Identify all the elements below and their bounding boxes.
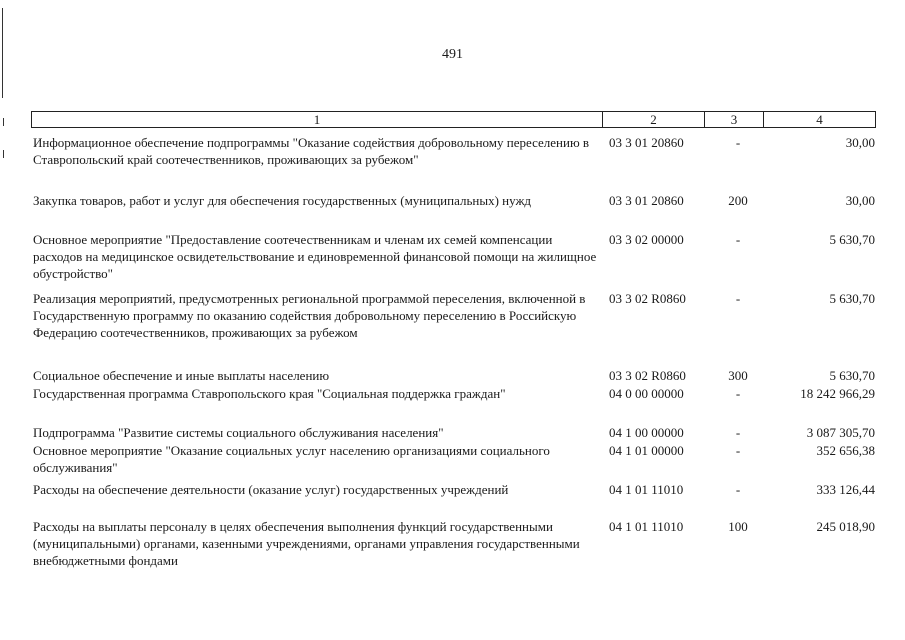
row-sum: 30,00	[845, 193, 875, 208]
row-type: -	[735, 232, 741, 247]
scan-edge-tick	[3, 118, 4, 126]
row-name: Закупка товаров, работ и услуг для обеспечения государственных (муниципальных) нужд	[33, 193, 532, 208]
row-type: -	[735, 386, 741, 401]
header-col-2: 2	[603, 112, 705, 127]
row-code: 03 3 01 20860	[609, 193, 684, 208]
scan-edge-tick	[3, 150, 4, 158]
row-name: Социальное обеспечение и иные выплаты населению	[33, 368, 330, 383]
row-sum: 5 630,70	[829, 232, 875, 247]
row-name: Информационное обеспечение подпрограммы "Оказание содействия добровольному переселению в Ставропольский край соотечественников, проживающих за рубежом"	[33, 135, 590, 167]
row-type: -	[735, 482, 741, 497]
row-code: 04 1 01 00000	[609, 443, 684, 458]
page-number: 491	[442, 47, 463, 62]
row-sum: 333 126,44	[816, 482, 875, 497]
row-sum: 30,00	[845, 135, 875, 150]
header-col-3: 3	[705, 112, 764, 127]
row-code: 04 0 00 00000	[609, 386, 684, 401]
row-code: 03 3 02 R0860	[609, 368, 686, 383]
header-col-4: 4	[816, 112, 823, 127]
row-code: 04 1 01 11010	[609, 519, 684, 534]
row-type: 200	[728, 193, 748, 208]
row-sum: 3 087 305,70	[806, 425, 875, 440]
row-sum: 5 630,70	[829, 368, 875, 383]
row-code: 03 3 02 00000	[609, 232, 684, 247]
row-code: 04 1 01 11010	[609, 482, 684, 497]
row-name: Подпрограмма "Развитие системы социального обслуживания населения"	[33, 425, 444, 440]
row-type: 100	[728, 519, 748, 534]
row-code: 04 1 00 00000	[609, 425, 684, 440]
row-type: 300	[728, 368, 748, 383]
row-code: 03 3 01 20860	[609, 135, 684, 150]
row-name: Основное мероприятие "Оказание социальных услуг населению организациями социального обслуживания"	[33, 443, 550, 475]
row-type: -	[735, 291, 741, 306]
row-name: Государственная программа Ставропольского края "Социальная поддержка граждан"	[33, 386, 506, 401]
row-name: Расходы на обеспечение деятельности (оказание услуг) государственных учреждений	[33, 482, 509, 497]
table-header	[31, 111, 876, 128]
header-col-1: 1	[32, 112, 603, 127]
row-type: -	[735, 135, 741, 150]
row-sum: 18 242 966,29	[800, 386, 875, 401]
row-sum: 245 018,90	[816, 519, 875, 534]
row-name: Расходы на выплаты персоналу в целях обеспечения выполнения функций государственными (муниципальными) органами, казенными учреждениями, органами управления государственными внебюджетными фондами	[33, 519, 580, 568]
row-type: -	[735, 425, 741, 440]
row-sum: 5 630,70	[829, 291, 875, 306]
row-type: -	[735, 443, 741, 458]
row-sum: 352 656,38	[816, 443, 875, 458]
row-name: Реализация мероприятий, предусмотренных региональной программой переселения, включенной в Государственную программу по оказанию содействия добровольному переселению в Российскую Федерацию соотечественников, проживающих за рубежом	[33, 291, 586, 340]
row-code: 03 3 02 R0860	[609, 291, 686, 306]
row-name: Основное мероприятие "Предоставление соотечественникам и членам их семей компенсации расходов на медицинское освидетельствование и единовременной финансовой помощи на жилищное обустройство"	[33, 232, 597, 281]
